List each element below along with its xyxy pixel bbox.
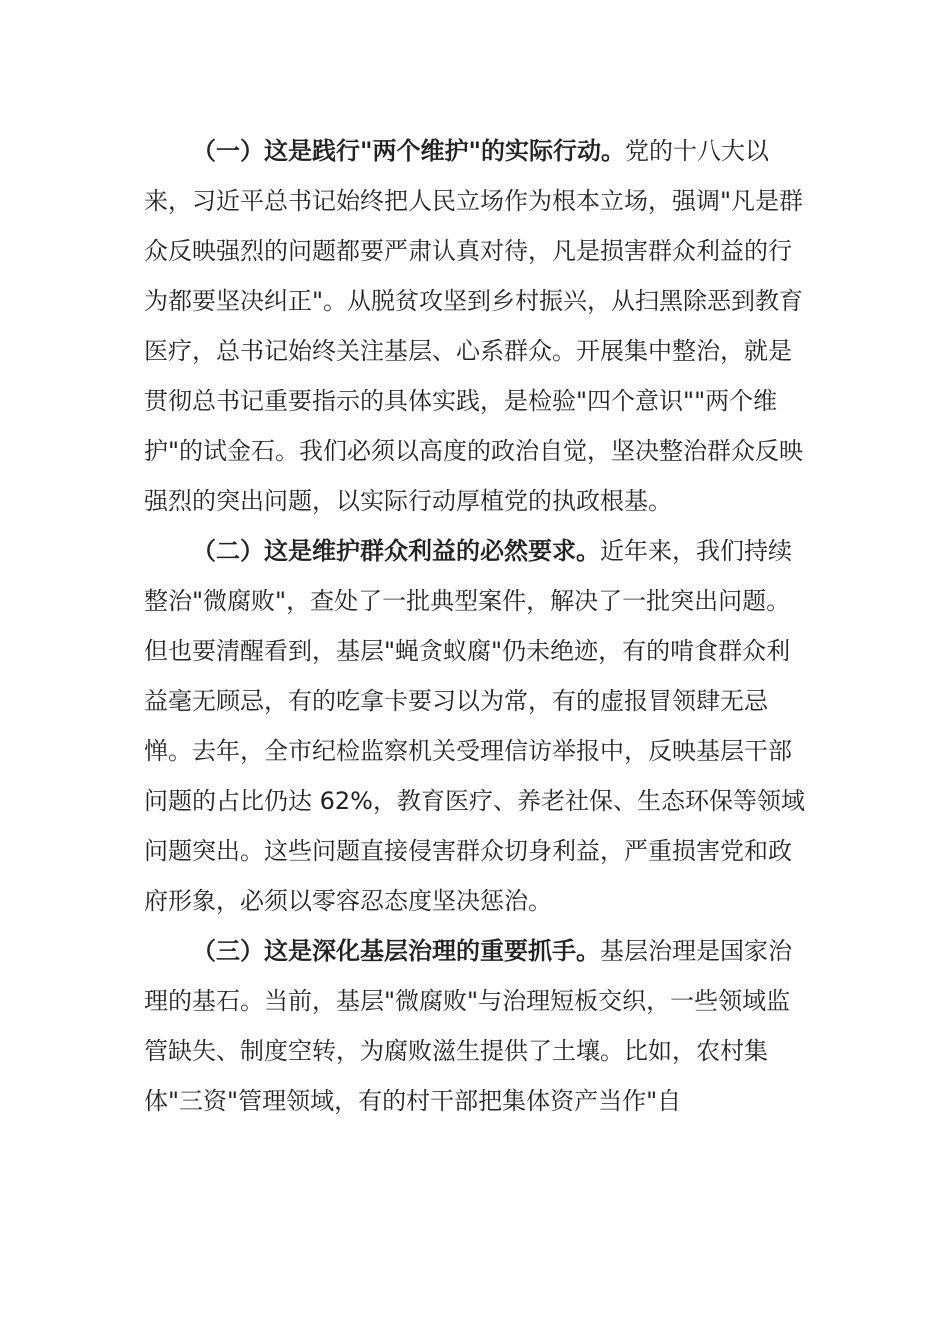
paragraph-2 [144,526,808,926]
paragraph-3-text: 基层治理是国家治理的基石。当前，基层"微腐败"与治理短板交织，一些领域监管缺失、制度空转，为腐败滋生提供了土壤。比如，农村集体"三资"管理领域，有的村干部把集体资产当作"自 [144,937,792,1115]
paragraph-2-text: 近年来，我们持续整治"微腐败"，查处了一批典型案件，解决了一批突出问题。但也要清醒看到，基层"蝇贪蚁腐"仍未绝迹，有的啃食群众利益毫无顾忌，有的吃拿卡要习以为常，有的虚报冒领肆无忌惮。去年，全市纪检监察机关受理信访举报中，反映基层干部问题的占比仍达 62%，教育医疗、养老社保、生态环保等领域问题突出。这些问题直接侵害群众切身利益，严重损害党和政府形象，必须以零容忍态度坚决惩治。 [144,537,805,915]
paragraph-2-heading: （二）这是维护群众利益的必然要求。 [192,537,600,565]
document-body [144,126,808,1126]
paragraph-1-text: 党的十八大以来，习近平总书记始终把人民立场作为根本立场，强调"凡是群众反映强烈的问题都要严肃认真对待，凡是损害群众利益的行为都要坚决纠正"。从脱贫攻坚到乡村振兴，从扫黑除恶到教育医疗，总书记始终关注基层、心系群众。开展集中整治，就是贯彻总书记重要指示的具体实践，是检验"四个意识""两个维护"的试金石。我们必须以高度的政治自觉，坚决整治群众反映强烈的突出问题，以实际行动厚植党的执政根基。 [144,137,804,515]
paragraph-3-heading: （三）这是深化基层治理的重要抓手。 [192,937,600,965]
paragraph-3 [144,926,808,1126]
paragraph-1-heading: （一）这是践行"两个维护"的实际行动。 [192,137,626,165]
paragraph-1 [144,126,808,526]
